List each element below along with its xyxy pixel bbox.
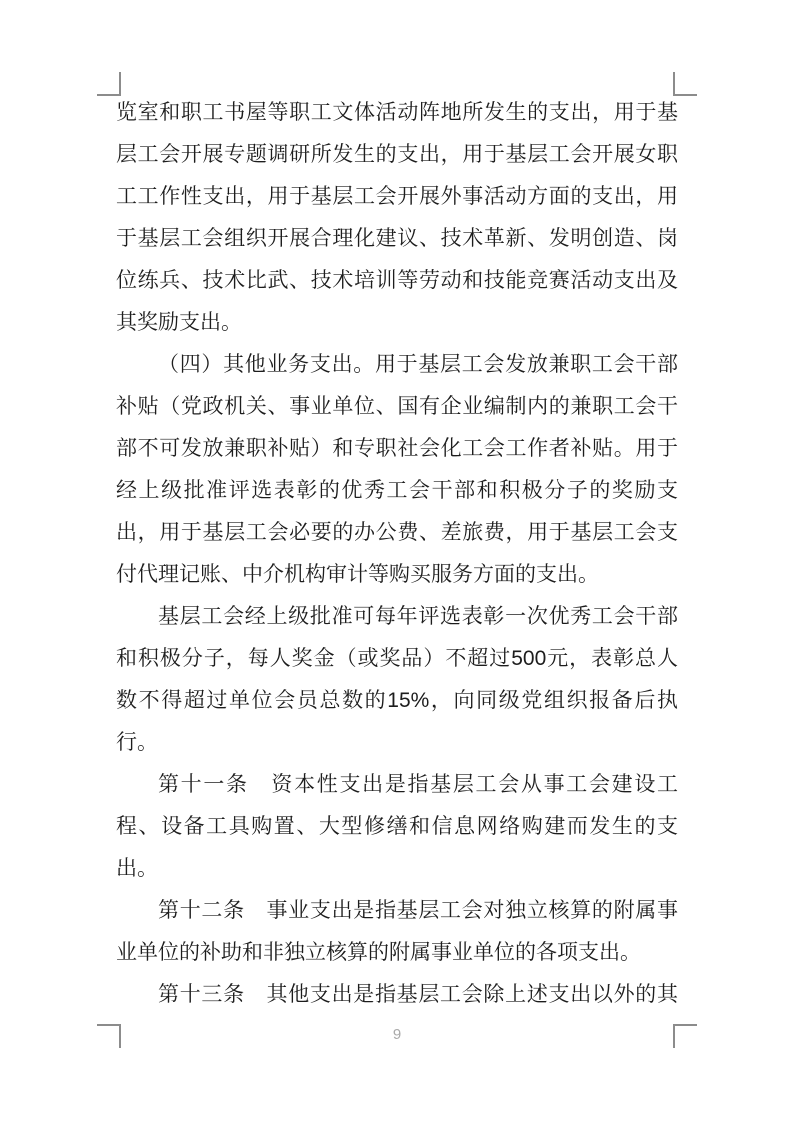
document-line: 层工会开展专题调研所发生的支出，用于基层工会开展女职 xyxy=(116,143,678,166)
document-line: 基层工会经上级批准可每年评选表彰一次优秀工会干部 xyxy=(158,605,678,628)
document-body xyxy=(116,92,678,1016)
paragraph-article-11 xyxy=(116,764,678,890)
document-line: 出，用于基层工会必要的办公费、差旅费，用于基层工会支 xyxy=(116,521,678,544)
paragraph-culture-activities xyxy=(116,92,678,344)
document-line: 第十一条 资本性支出是指基层工会从事工会建设工 xyxy=(158,773,678,796)
document-line: 于基层工会组织开展合理化建议、技术革新、发明创造、岗 xyxy=(116,227,678,250)
document-line: 程、设备工具购置、大型修缮和信息网络购建而发生的支 xyxy=(116,815,678,838)
document-line: 业单位的补助和非独立核算的附属事业单位的各项支出。 xyxy=(116,941,641,964)
document-line: 行。 xyxy=(116,731,158,754)
document-line: 第十三条 其他支出是指基层工会除上述支出以外的其 xyxy=(158,983,678,1006)
document-line: （四）其他业务支出。用于基层工会发放兼职工会干部 xyxy=(158,353,678,376)
document-line: 经上级批准评选表彰的优秀工会干部和积极分子的奖励支 xyxy=(116,479,678,502)
document-line: 付代理记账、中介机构审计等购买服务方面的支出。 xyxy=(116,563,599,586)
document-line: 位练兵、技术比武、技术培训等劳动和技能竞赛活动支出及 xyxy=(116,269,678,292)
document-line: 工工作性支出，用于基层工会开展外事活动方面的支出，用 xyxy=(116,185,678,208)
page-number: 9 xyxy=(392,1026,402,1043)
document-line: 部不可发放兼职补贴）和专职社会化工会工作者补贴。用于 xyxy=(116,437,678,460)
paragraph-commendation-rules xyxy=(116,596,678,764)
document-line: 和积极分子，每人奖金（或奖品）不超过500元，表彰总人 xyxy=(116,647,678,670)
document-line: 出。 xyxy=(116,857,158,880)
paragraph-other-business-expenses xyxy=(116,344,678,596)
document-line: 数不得超过单位会员总数的15%，向同级党组织报备后执 xyxy=(116,689,678,712)
paragraph-article-12 xyxy=(116,890,678,974)
document-line: 其奖励支出。 xyxy=(116,311,242,334)
paragraph-article-13 xyxy=(116,974,678,1016)
document-line: 第十二条 事业支出是指基层工会对独立核算的附属事 xyxy=(158,899,678,922)
document-line: 补贴（党政机关、事业单位、国有企业编制内的兼职工会干 xyxy=(116,395,678,418)
document-line: 览室和职工书屋等职工文体活动阵地所发生的支出，用于基 xyxy=(116,101,678,124)
